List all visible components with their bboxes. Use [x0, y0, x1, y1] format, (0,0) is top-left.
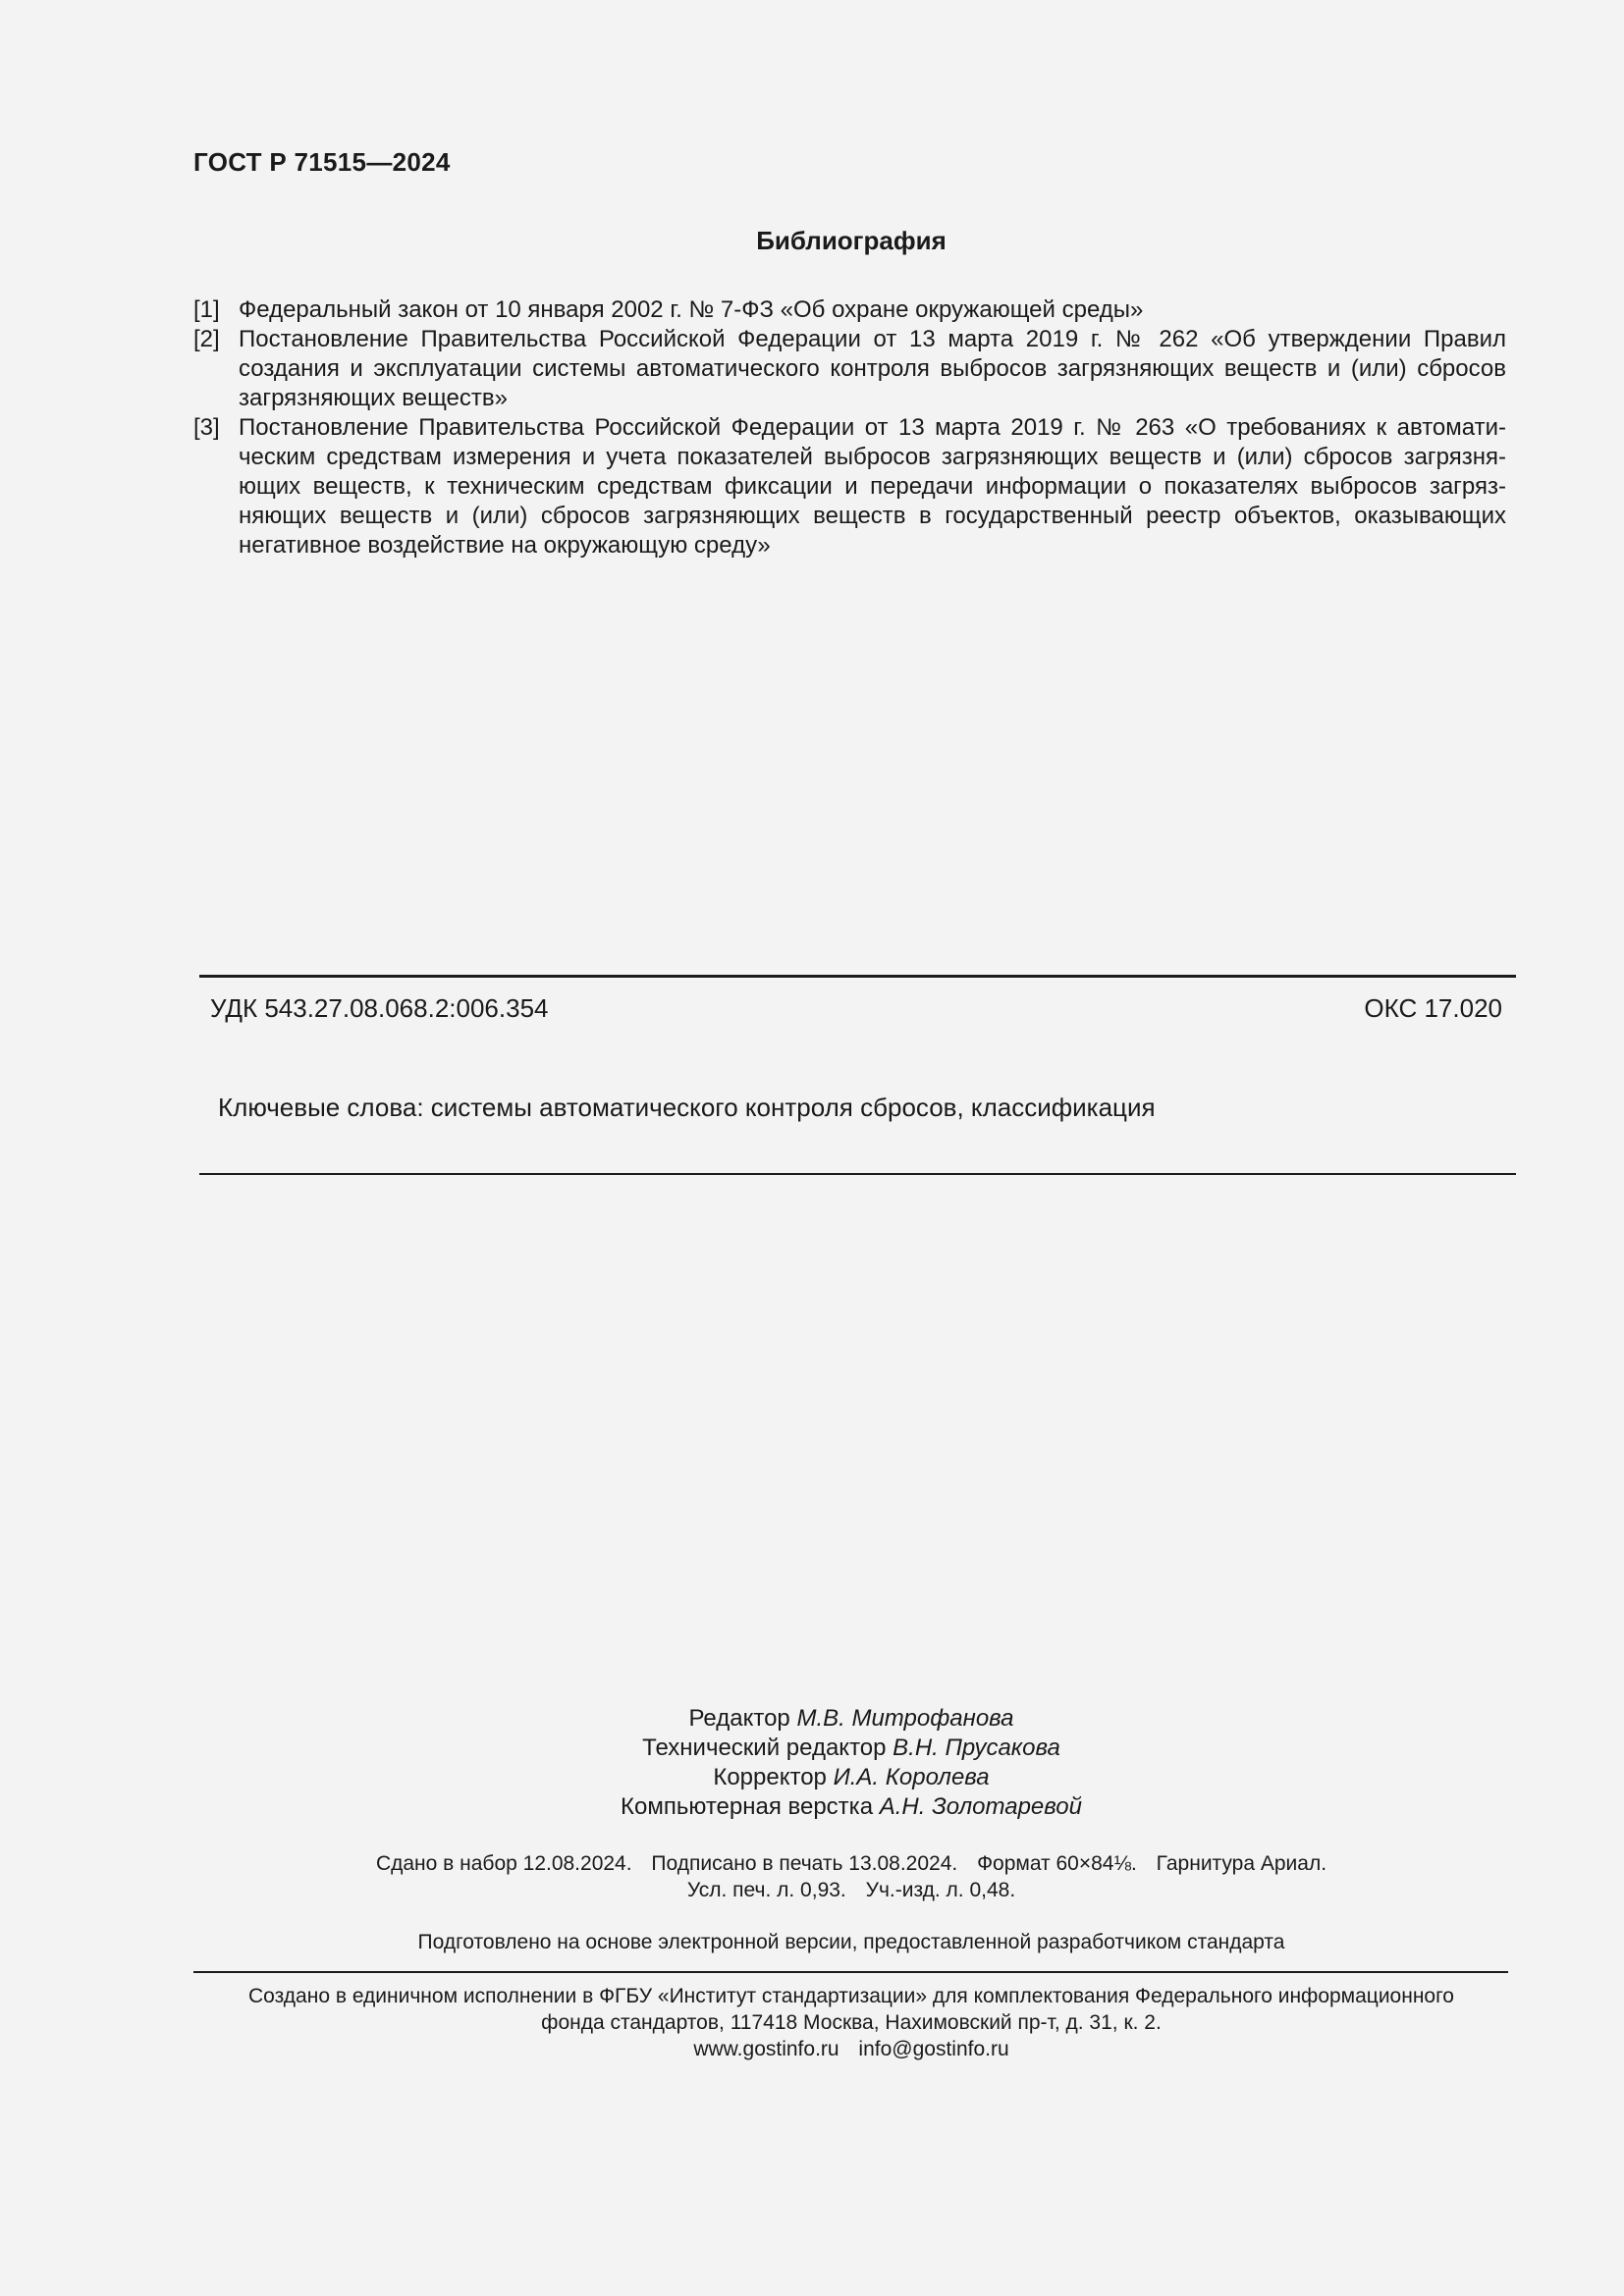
- credit-role: Корректор: [713, 1764, 827, 1790]
- publisher-footer: [0, 1983, 1624, 2062]
- bibliography-item-text: Постановление Правительства Российской Федерации от 13 марта 2019 г. № 263 «О требованиях к автоматическим средствам измерения и учета показателей выбросов загрязняющих веществ и (или) сбросов загрязняющих веществ, к техническим средствам фиксации и передачи информации о показателях выбросов загрязняющих веществ и (или) сбросов загрязняющих веществ в государственный реестр объектов, оказывающих негативное воздействие на окружающую среду»: [239, 414, 1506, 559]
- publisher-sheets: Уч.-изд. л. 0,48.: [865, 1879, 1016, 1901]
- credits-block: [0, 1704, 1624, 1822]
- footer-rule: [193, 1971, 1508, 1973]
- keywords-line: Ключевые слова: системы автоматического контроля сбросов, классификация: [218, 1093, 1156, 1122]
- credit-proofreader: [0, 1763, 1624, 1792]
- credit-name: М.В. Митрофанова: [796, 1705, 1014, 1732]
- credit-role: Компьютерная верстка: [621, 1793, 874, 1820]
- udc-code: УДК 543.27.08.068.2:006.354: [210, 993, 549, 1023]
- credit-technical-editor: [0, 1734, 1624, 1763]
- bibliography-item-number: [3]: [193, 414, 220, 441]
- print-info-block: [0, 1850, 1624, 1903]
- bibliography-title: Библиография: [756, 226, 947, 255]
- credit-editor: [0, 1704, 1624, 1734]
- bibliography-item: [193, 325, 1506, 413]
- bibliography-item-text: Федеральный закон от 10 января 2002 г. № 7-ФЗ «Об охране окружающей среды»: [239, 296, 1144, 323]
- footer-line-2: фонда стандартов, 117418 Москва, Нахимовский пр-т, д. 31, к. 2.: [541, 2011, 1162, 2034]
- classification-top-rule: [199, 975, 1516, 978]
- bibliography-list: [193, 295, 1506, 561]
- typeface: Гарнитура Ариал.: [1156, 1852, 1327, 1875]
- footer-line-1: Создано в единичном исполнении в ФГБУ «Институт стандартизации» для комплектования Федерального информационного: [248, 1985, 1454, 2007]
- print-info-line-2: [0, 1877, 1624, 1903]
- bibliography-item: [193, 413, 1506, 561]
- email-link[interactable]: info@gostinfo.ru: [858, 2038, 1009, 2060]
- oks-code: ОКС 17.020: [1364, 993, 1502, 1023]
- bibliography-item: [193, 295, 1506, 325]
- print-sheets: Усл. печ. л. 0,93.: [686, 1879, 846, 1901]
- credit-name: И.А. Королева: [833, 1764, 990, 1790]
- credit-name: А.Н. Золотаревой: [879, 1793, 1082, 1820]
- signed-date: Подписано в печать 13.08.2024.: [651, 1852, 958, 1875]
- bibliography-item-number: [2]: [193, 326, 220, 352]
- classification-bottom-rule: [199, 1173, 1516, 1175]
- prepared-note: Подготовлено на основе электронной версии, предоставленной разработчиком стандарта: [417, 1931, 1285, 1953]
- credit-role: Редактор: [688, 1705, 790, 1732]
- footer-links: [0, 2036, 1624, 2062]
- paper-format: Формат 60×84⅛.: [977, 1852, 1137, 1875]
- credit-name: В.Н. Прусакова: [893, 1735, 1060, 1761]
- submitted-date: Сдано в набор 12.08.2024.: [375, 1852, 632, 1875]
- bibliography-item-text: Постановление Правительства Российской Федерации от 13 марта 2019 г. № 262 «Об утверждении Правил создания и эксплуатации системы автоматического контроля выбросов загрязняющих веществ и (или) сбросов загрязняющих веществ»: [239, 326, 1506, 411]
- credit-role: Технический редактор: [642, 1735, 887, 1761]
- bibliography-item-number: [1]: [193, 296, 220, 323]
- website-link[interactable]: www.gostinfo.ru: [693, 2038, 839, 2060]
- document-code-header: ГОСТ Р 71515—2024: [193, 147, 451, 177]
- credit-layout: [0, 1792, 1624, 1822]
- print-info-line-1: [0, 1850, 1624, 1877]
